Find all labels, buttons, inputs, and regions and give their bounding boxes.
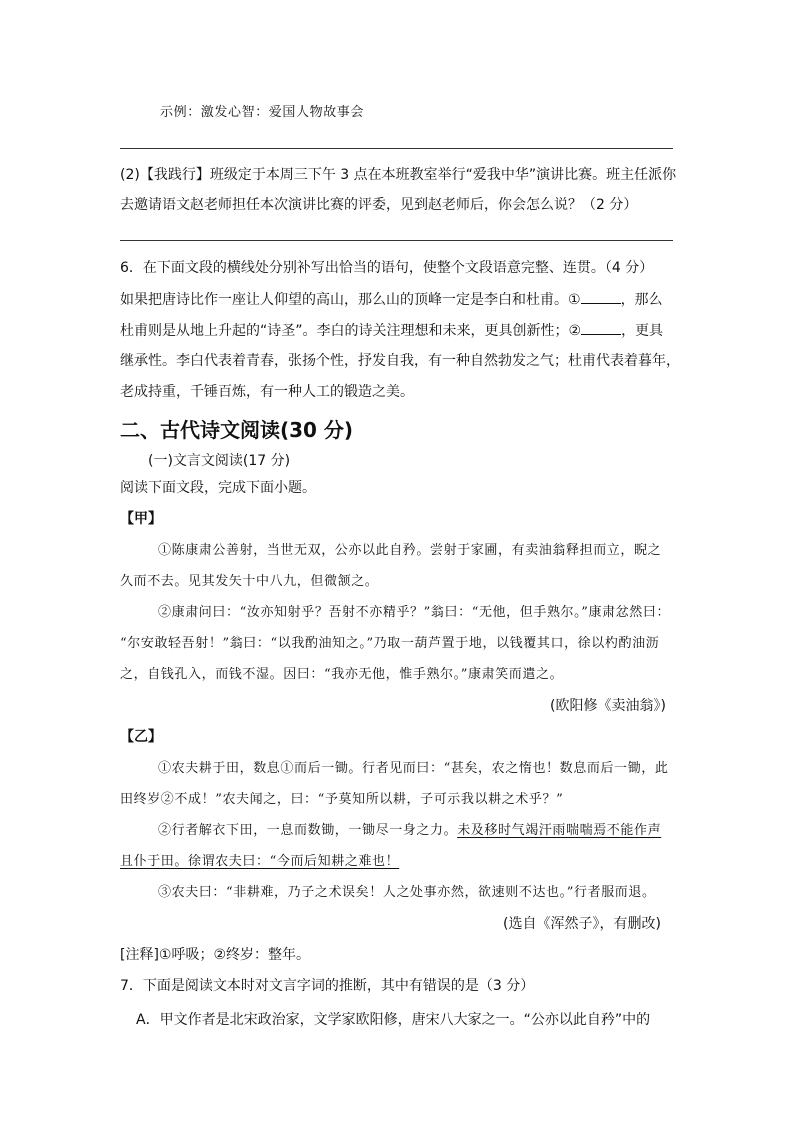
- yi-p3-line1: ③农夫曰：“非耕难，乃子之术误矣！人之处事亦然，欲速则不达也。”行者服而退。: [158, 885, 656, 900]
- fill-blank-1[interactable]: [581, 289, 621, 304]
- answer-line: [120, 240, 673, 241]
- section-subtitle: (一)文言文阅读(17 分): [148, 453, 291, 469]
- yi-label: 【乙】: [120, 729, 162, 745]
- underlined-sentence: 未及移时气竭汗雨喘喘焉不能作声: [457, 823, 662, 838]
- yi-p2-line1: [158, 821, 661, 841]
- jia-source: (欧阳修《卖油翁》): [550, 698, 666, 714]
- q6-line2: [120, 320, 663, 341]
- yi-source: (选自《浑然子》，有删改): [503, 916, 661, 932]
- q7-prompt: 7．下面是阅读文本时对文言字词的推断，其中有错误的是（3 分）: [120, 978, 535, 994]
- jia-p1-line2: 久而不去。见其发矢十中八九，但微颔之。: [120, 574, 379, 589]
- instruction: 阅读下面文段，完成下面小题。: [120, 480, 316, 496]
- annotation-note: [注释]①呼吸；②终岁：整年。: [120, 947, 311, 963]
- answer-line: [120, 148, 673, 149]
- q6-line2-tail: ，更具: [621, 323, 664, 339]
- q5-2-line1: (2)【我践行】班级定于本周三下午 3 点在本班教室举行“爱我中华”演讲比赛。班主任派你: [120, 167, 677, 183]
- yi-p2-text: ②行者解衣下田，一息而数锄，一锄尽一身之力。: [158, 823, 458, 838]
- q6-line2-text: 杜甫则是从地上升起的“诗圣”。李白的诗关注理想和未来，更具创新性；②: [120, 323, 582, 339]
- q5-2-line2: 去邀请语文赵老师担任本次演讲比赛的评委，见到赵老师后，你会怎么说？（2 分）: [120, 197, 638, 213]
- q6-prompt: 6．在下面文段的横线处分别补写出恰当的语句，使整个文段语意完整、连贯。（4 分）: [120, 260, 654, 276]
- q6-line3: 继承性。李白代表着青春，张扬个性，抒发自我，有一种自然勃发之气；杜甫代表着暮年，: [120, 353, 680, 369]
- section-title: 二、古代诗文阅读(30 分): [120, 418, 354, 442]
- yi-p1-line2: 田终岁②不成！”农夫闻之，曰：“予莫知所以耕，子可示我以耕之术乎？”: [120, 792, 564, 807]
- q7-option-a: A．甲文作者是北宋政治家，文学家欧阳修，唐宋八大家之一。“公亦以此自矜”中的: [136, 1012, 651, 1028]
- fill-blank-2[interactable]: [581, 320, 621, 335]
- yi-p1-line1: ①农夫耕于田，数息①而后一锄。行者见而曰：“甚矣，农之惰也！数息而后一锄，此: [158, 761, 669, 776]
- q6-line1-tail: ，那么: [620, 292, 663, 308]
- jia-label: 【甲】: [120, 511, 162, 527]
- example-text: 示例：激发心智：爱国人物故事会: [160, 105, 365, 120]
- jia-p2-line1: ②康肃问曰：“汝亦知射乎？吾射不亦精乎？”翁曰：“无他，但手熟尔。”康肃忿然曰：: [158, 605, 671, 620]
- jia-p1-line1: ①陈康肃公善射，当世无双，公亦以此自矜。尝射于家圃，有卖油翁释担而立，睨之: [158, 543, 662, 558]
- q6-line1-text: 如果把唐诗比作一座让人仰望的高山，那么山的顶峰一定是李白和杜甫。①: [120, 292, 581, 308]
- yi-p2-line2: 且仆于田。徐谓农夫曰：“今而后知耕之难也！: [120, 854, 400, 869]
- jia-p2-line2: “尔安敢轻吾射！”翁曰：“以我酌油知之。”乃取一葫芦置于地，以钱覆其口，徐以杓酌油沥: [120, 636, 660, 651]
- q6-line4: 老成持重，千锤百炼，有一种人工的锻造之美。: [120, 384, 414, 400]
- q6-line1: [120, 289, 663, 310]
- jia-p2-line3: 之，自钱孔入，而钱不湿。因曰：“我亦无他，惟手熟尔。”康肃笑而遣之。: [120, 667, 564, 682]
